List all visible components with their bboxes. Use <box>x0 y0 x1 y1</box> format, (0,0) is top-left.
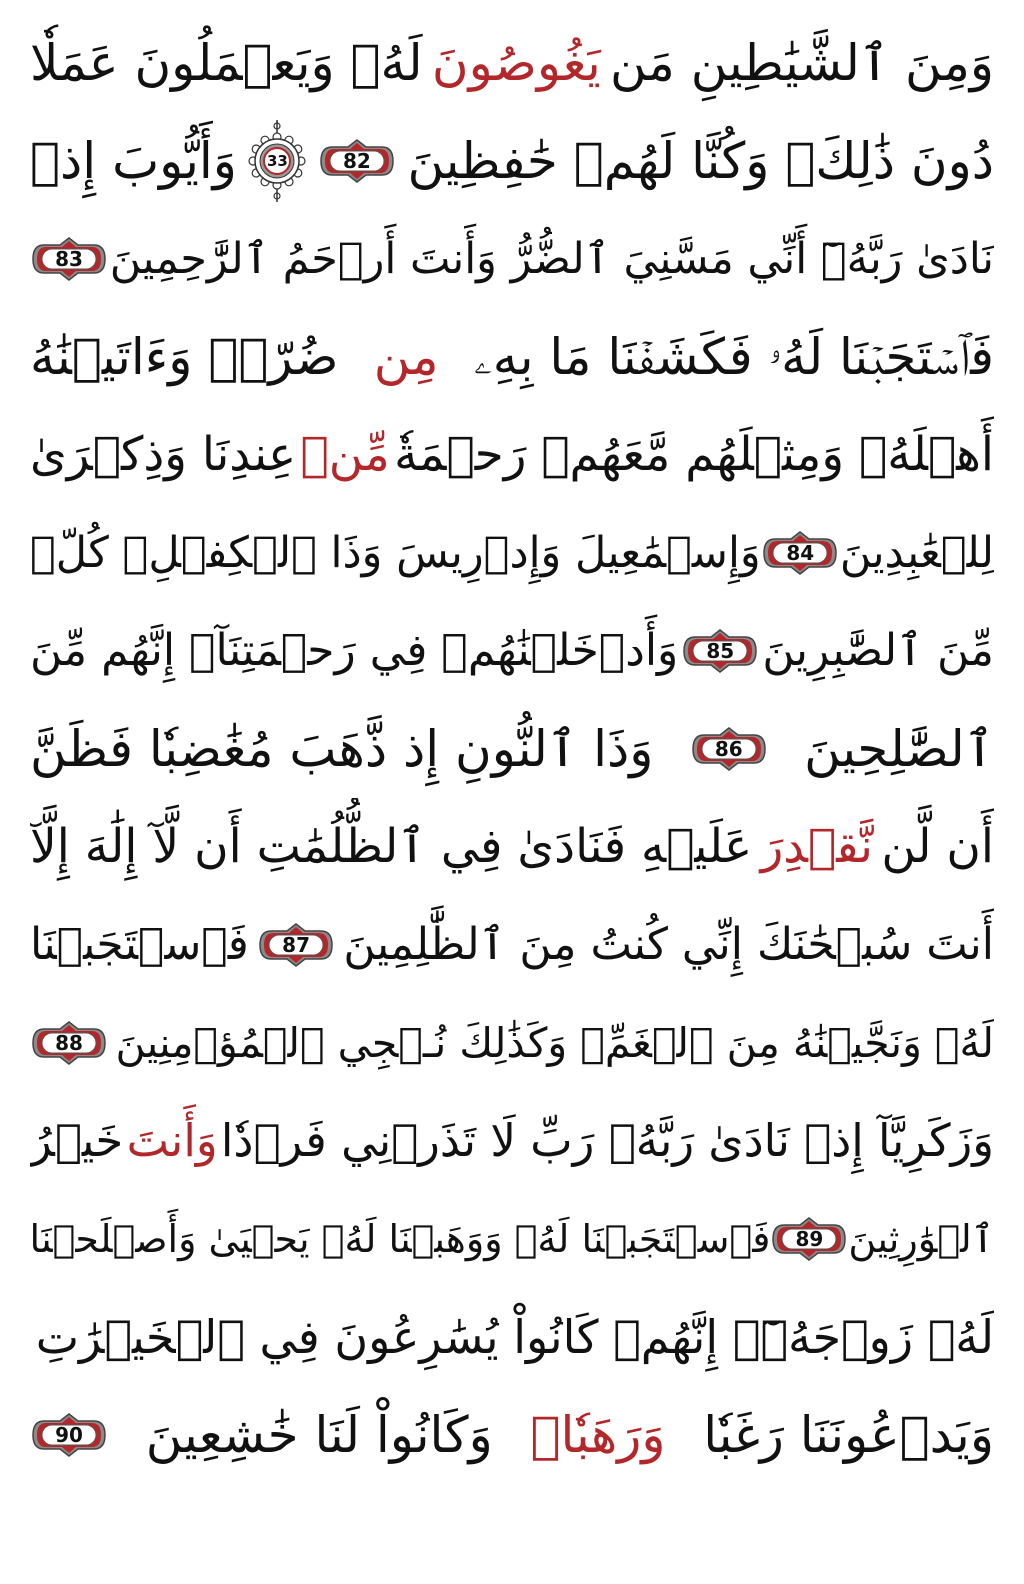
verse-text: لَهُۥ وَنَجَّيۡنَٰهُ مِنَ ٱلۡغَمِّۚ وَكَذَٰلِكَ نُـۨجِي ٱلۡمُؤۡمِنِينَ <box>115 1019 994 1067</box>
verse-line <box>30 1092 994 1190</box>
verse-text: لَهُۥ وَيَعۡمَلُونَ عَمَلٗا <box>30 34 423 92</box>
verse-line <box>30 994 994 1092</box>
verse-line <box>30 210 994 308</box>
ayah-number-marker <box>30 1020 108 1066</box>
verse-text: ٱلۡوَٰرِثِينَ <box>848 1217 994 1261</box>
ayah-number: 85 <box>706 639 735 663</box>
verse-text: لَهُۥ زَوۡجَهُۥٓۚ إِنَّهُمۡ كَانُواْ يُسَٰرِعُونَ فِي ٱلۡخَيۡرَٰتِ <box>35 1310 994 1364</box>
verse-text: نَادَىٰ رَبَّهُۥٓ أَنِّي مَسَّنِيَ ٱلضُّرُّ وَأَنتَ أَرۡحَمُ ٱلرَّٰحِمِينَ <box>109 234 994 284</box>
tajweed-highlighted-text: مِن <box>373 328 439 386</box>
ayah-number-marker <box>257 922 335 968</box>
verse-line <box>30 406 994 504</box>
verse-text: لِلۡعَٰبِدِينَ <box>839 528 994 578</box>
tajweed-highlighted-text: يَغُوصُونَ <box>431 34 601 92</box>
verse-line <box>30 14 994 112</box>
verse-text: ٱلصَّٰلِحِينَ <box>804 720 994 778</box>
verse-text: أَنتَ سُبۡحَٰنَكَ إِنِّي كُنتُ مِنَ ٱلظَّٰلِمِينَ <box>343 919 994 970</box>
hizb-number: 33 <box>267 152 288 170</box>
ayah-number-marker <box>681 628 759 674</box>
verse-text: فَٱسۡتَجَبۡنَا لَهُۥ فَكَشَفۡنَا مَا بِهِۦ <box>473 328 994 386</box>
ayah-number-marker <box>318 138 396 184</box>
tajweed-highlighted-text: وَرَهَبٗاۖ <box>530 1406 666 1464</box>
verse-text: وَمِنَ ٱلشَّيَٰطِينِ مَن <box>609 34 994 92</box>
verse-line <box>30 700 994 798</box>
verse-line <box>30 504 994 602</box>
tajweed-highlighted-text: نَّقۡدِرَ <box>760 819 874 874</box>
ayah-number: 82 <box>343 149 371 173</box>
verse-line <box>30 602 994 700</box>
verse-line <box>30 308 994 406</box>
ayah-number: 86 <box>714 737 743 761</box>
ayah-number: 90 <box>55 1423 83 1447</box>
verse-text: وَزَكَرِيَّآ إِذۡ نَادَىٰ رَبَّهُۥ رَبِّ لَا تَذَرۡنِي فَرۡدٗا <box>220 1114 994 1167</box>
verse-text: أَن لَّن <box>881 819 994 874</box>
ayah-number: 88 <box>55 1031 83 1055</box>
ayah-number-marker <box>770 1216 848 1262</box>
verse-text: وَيَدۡعُونَنَا رَغَبٗا <box>703 1406 994 1464</box>
tajweed-highlighted-text: مِّنۡ <box>300 427 390 482</box>
ayah-number: 84 <box>786 541 815 565</box>
verse-line <box>30 896 994 994</box>
verse-line <box>30 1386 994 1484</box>
verse-text: وَكَانُواْ لَنَا خَٰشِعِينَ <box>145 1406 493 1464</box>
verse-text: وَأَيُّوبَ إِذۡ <box>30 132 237 190</box>
hizb-marker <box>248 118 306 204</box>
verse-text: وَإِسۡمَٰعِيلَ وَإِدۡرِيسَ وَذَا ٱلۡكِفۡلِۖ كُلّٞ <box>30 528 761 578</box>
verse-text: فَٱسۡتَجَبۡنَا <box>30 919 249 970</box>
verse-line <box>30 798 994 896</box>
tajweed-highlighted-text: وَأَنتَ <box>126 1114 218 1167</box>
verse-text: فَٱسۡتَجَبۡنَا لَهُۥ وَوَهَبۡنَا لَهُۥ يَحۡيَىٰ وَأَصۡلَحۡنَا <box>30 1217 771 1261</box>
verse-text: مِّنَ ٱلصَّٰبِرِينَ <box>762 625 994 676</box>
verse-text: وَذَا ٱلنُّونِ إِذ ذَّهَبَ مُغَٰضِبٗا فَظَنَّ <box>30 720 654 778</box>
ayah-number-marker <box>690 726 768 772</box>
verse-text: ضُرّٖۖ وَءَاتَيۡنَٰهُ <box>30 328 339 386</box>
verse-line <box>30 1288 994 1386</box>
ayah-number-marker <box>761 530 839 576</box>
verse-text: خَيۡرُ <box>30 1114 124 1167</box>
verse-text: عَلَيۡهِ فَنَادَىٰ فِي ٱلظُّلُمَٰتِ أَن لَّآ إِلَٰهَ إِلَّآ <box>30 819 753 874</box>
verse-line <box>30 1190 994 1288</box>
verse-text: وَأَدۡخَلۡنَٰهُمۡ فِي رَحۡمَتِنَآۖ إِنَّهُم مِّنَ <box>30 625 679 676</box>
verse-line <box>30 112 994 210</box>
ayah-number: 83 <box>55 247 83 271</box>
ayah-number-marker <box>30 236 108 282</box>
verse-text: دُونَ ذَٰلِكَۖ وَكُنَّا لَهُمۡ حَٰفِظِينَ <box>407 132 994 190</box>
ayah-number: 87 <box>282 933 310 957</box>
verse-text: أَهۡلَهُۥ وَمِثۡلَهُم مَّعَهُمۡ رَحۡمَةٗ <box>394 427 994 482</box>
ayah-number-marker <box>30 1412 108 1458</box>
ayah-number: 89 <box>795 1227 824 1251</box>
verse-text: عِندِنَا وَذِكۡرَىٰ <box>30 427 297 482</box>
